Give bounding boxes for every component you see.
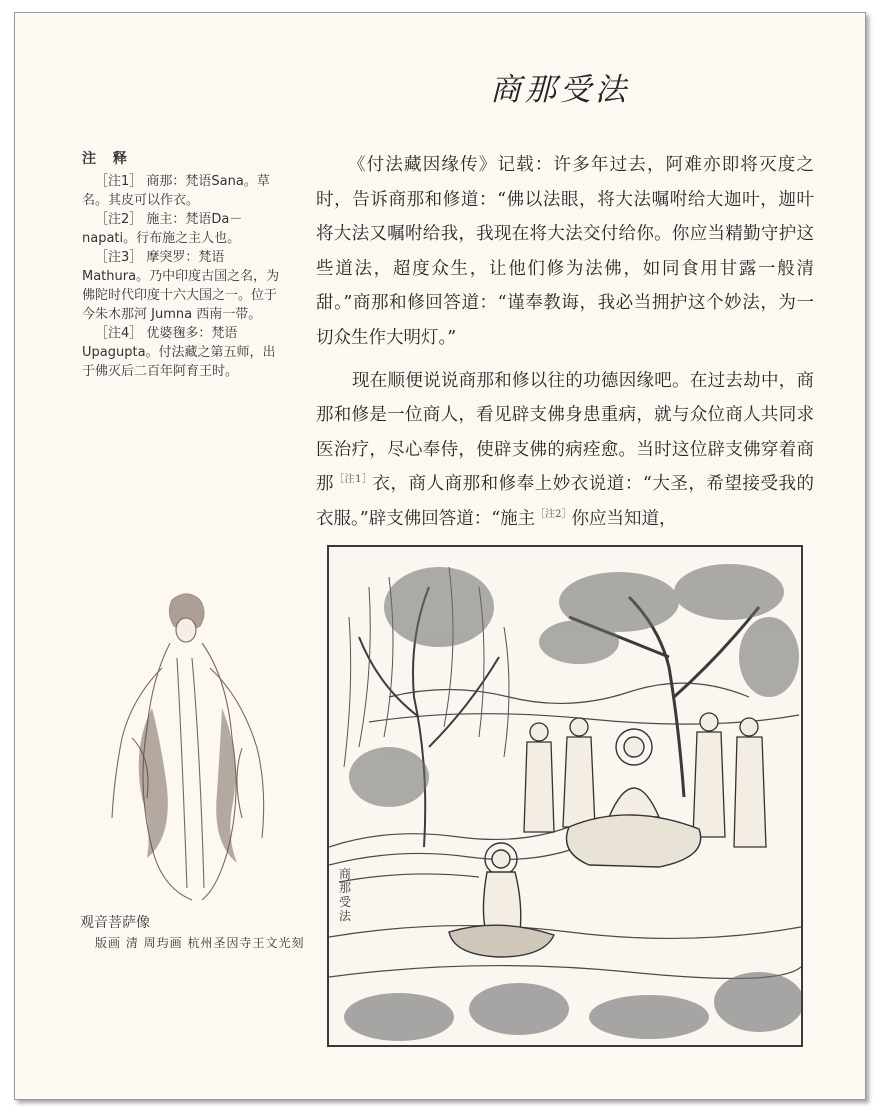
caption-title: 观音菩萨像 <box>80 915 150 931</box>
note-item: ［注1］ 商那：梵语Sana。草名。其皮可以作衣。 <box>82 174 270 208</box>
woodcut-inscription: 商那受法 <box>338 867 351 923</box>
note-item: ［注4］ 优婆毱多：梵语Upagupta。付法藏之第五师，出于佛灭后二百年阿育王时。 <box>82 326 276 379</box>
paragraph-2-part-a: 现在顺便说说商那和修以往的功德因缘吧。在过去劫中，商那和修是一位商人，看见辟支佛身患重病，就与众位商人共同求医治疗，尽心奉侍，使辟支佛的病痊愈。当时这位辟支佛穿着商那 <box>316 370 814 495</box>
paragraph-2 <box>316 364 814 537</box>
page-title: 商那受法 <box>490 72 630 108</box>
guanyin-figure <box>92 588 282 904</box>
woodcut-scene <box>329 547 801 1045</box>
footnote-ref-2[interactable]: ［注2］ <box>535 509 572 521</box>
note-item: ［注2］ 施主：梵语Da－napati。行布施之主人也。 <box>82 212 243 246</box>
woodcut-illustration <box>327 545 803 1047</box>
notes-heading: 注 释 <box>82 151 133 167</box>
note-item: ［注3］ 摩突罗：梵语Mathura。乃中印度古国之名，为佛陀时代印度十六大国之一。位于今朱木那河 Jumna 西南一带。 <box>82 250 280 322</box>
paragraph-2-part-c: 你应当知道， <box>571 508 677 529</box>
footnote-ref-1[interactable]: ［注1］ <box>334 474 373 486</box>
paragraph-2-part-b: 衣，商人商那和修奉上妙衣说道：“大圣，希望接受我的衣服。”辟支佛回答道：“施主 <box>316 474 815 529</box>
body-text <box>316 148 814 537</box>
notes-section <box>82 150 288 381</box>
paragraph-1: 《付法藏因缘传》记载：许多年过去，阿难亦即将灭度之时，告诉商那和修道：“佛以法眼，将大法嘱咐给大迦叶，迦叶将大法又嘱咐给我，我现在将大法交付给你。你应当精勤守护这些道法，超度众生，让他们修为法佛，如同食用甘露一般清甜。”商那和修回答道：“谨奉教诲，我必当拥护这个妙法，为一切众生作大明灯。” <box>316 155 814 348</box>
figure-caption <box>80 913 310 953</box>
caption-credit: 版画 清 周玙画 杭州圣因寺王文光刻 <box>95 936 305 950</box>
